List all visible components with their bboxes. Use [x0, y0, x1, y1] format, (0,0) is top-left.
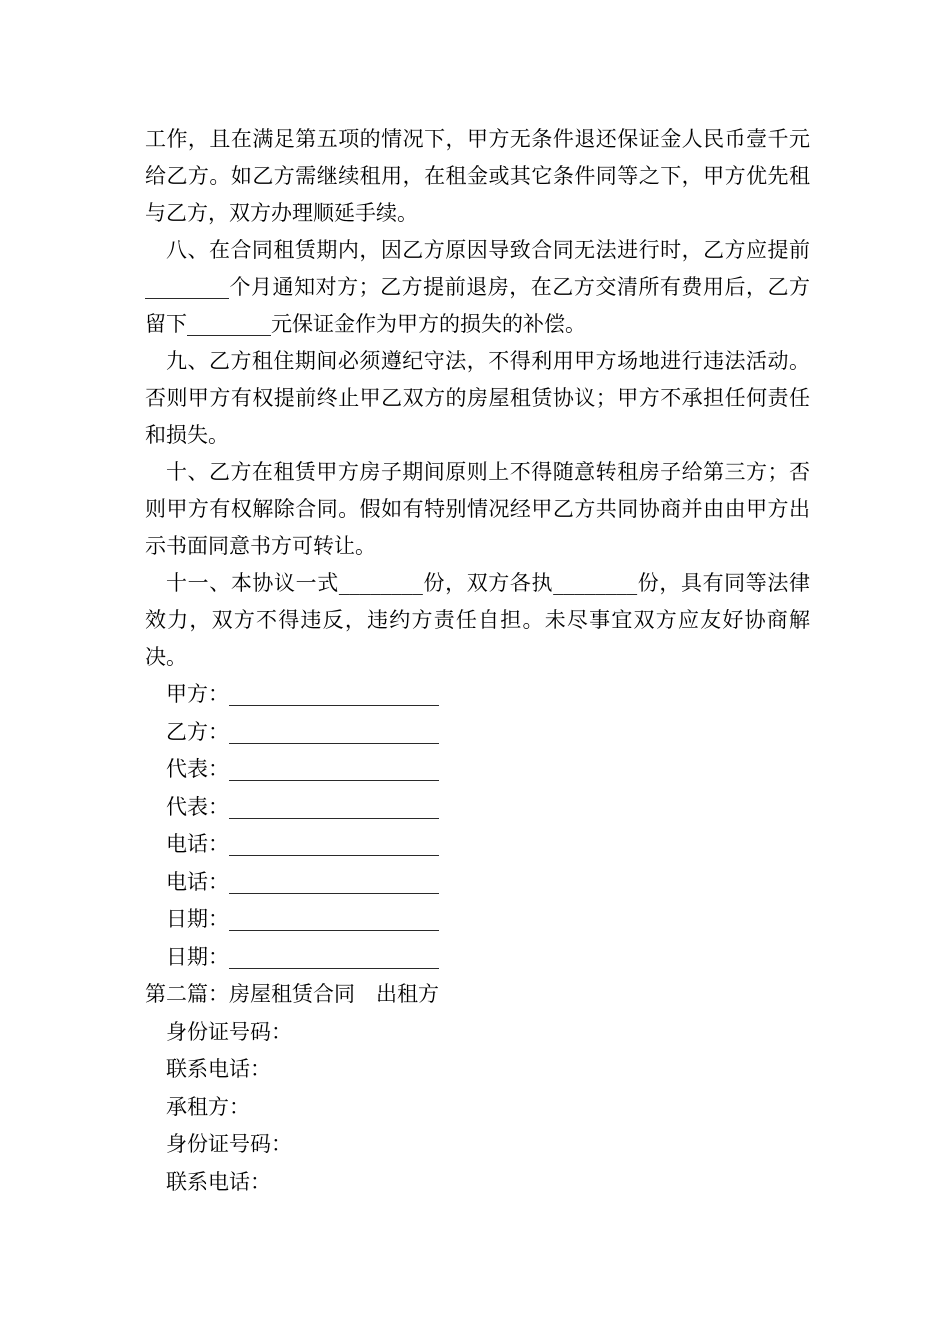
- signature-block: [145, 676, 810, 976]
- signature-representative-a: 代表：____________________: [166, 757, 439, 781]
- signature-party-b: 乙方：____________________: [166, 719, 439, 744]
- signature-date-b: 日期：____________________: [166, 944, 439, 969]
- lessor-phone: 联系电话：: [166, 1057, 271, 1081]
- lessor-id-number: 身份证号码：: [166, 1019, 292, 1044]
- signature-representative-b: 代表：____________________: [166, 794, 439, 819]
- signature-party-a: 甲方：____________________: [166, 682, 439, 706]
- document-page: [145, 121, 810, 1201]
- clause-7-continuation: 工作，且在满足第五项的情况下，甲方无条件退还保证金人民币壹千元给乙方。如乙方需继续租用，在租金或其它条件同等之下，甲方优先租与乙方，双方办理顺延手续。: [145, 127, 810, 225]
- signature-phone-b: 电话：____________________: [166, 869, 439, 894]
- second-section-heading: 第二篇：房屋租赁合同 出租方: [145, 982, 439, 1006]
- clause-10: 十、乙方在租赁甲方房子期间原则上不得随意转租房子给第三方；否则甲方有权解除合同。假如有特别情况经甲乙方共同协商并由由甲方出示书面同意书方可转让。: [145, 460, 810, 558]
- lessee-id-number: 身份证号码：: [166, 1132, 292, 1156]
- clause-9: 九、乙方租住期间必须遵纪守法，不得利用甲方场地进行违法活动。否则甲方有权提前终止甲乙双方的房屋租赁协议；甲方不承担任何责任和损失。: [145, 349, 810, 447]
- second-section-fields: [145, 1014, 810, 1202]
- lessee-label: 承租方：: [166, 1094, 250, 1119]
- signature-phone-a: 电话：____________________: [166, 832, 439, 856]
- lessee-phone: 联系电话：: [166, 1169, 271, 1194]
- clause-11: 十一、本协议一式________份，双方各执________份，具有同等法律效力，双方不得违反，违约方责任自担。未尽事宜双方应友好协商解决。: [145, 571, 810, 669]
- signature-date-a: 日期：____________________: [166, 907, 439, 931]
- clause-8: 八、在合同租赁期内，因乙方原因导致合同无法进行时，乙方应提前________个月通知对方；乙方提前退房，在乙方交清所有费用后，乙方留下________元保证金作为甲方的损失的补偿。: [145, 238, 810, 336]
